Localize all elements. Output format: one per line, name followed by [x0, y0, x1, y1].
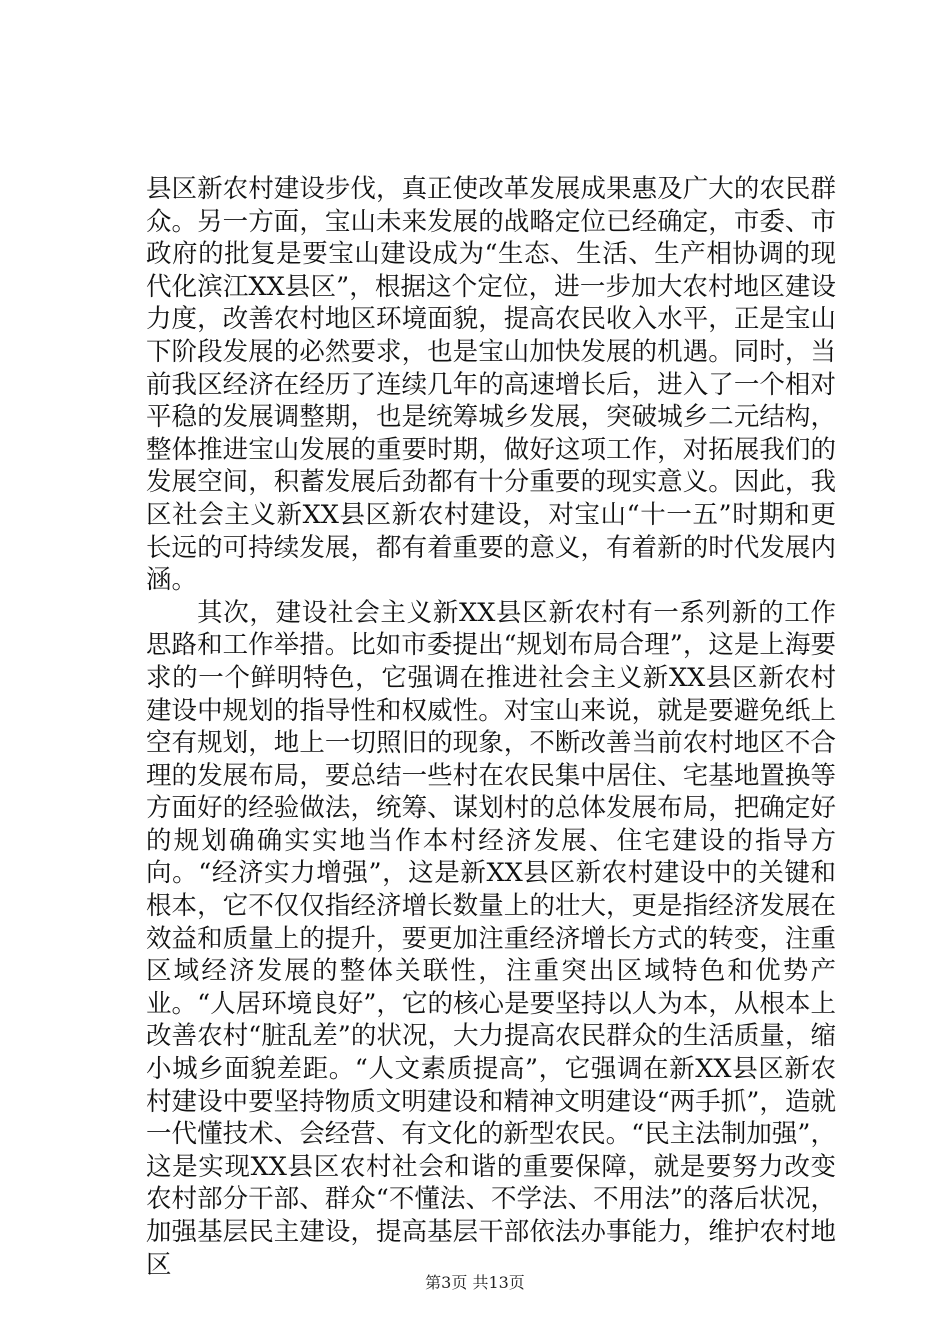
- document-body: [146, 173, 836, 1281]
- page-number-footer: 第3页 共13页: [425, 1273, 525, 1292]
- paragraph-continuation: 县区新农村建设步伐，真正使改革发展成果惠及广大的农民群众。另一方面，宝山未来发展的战略定位已经确定，市委、市政府的批复是要宝山建设成为“生态、生活、生产相协调的现代化滨江XX县区”，根据这个定位，进一步加大农村地区建设力度，改善农村地区环境面貌，提高农民收入水平，正是宝山下阶段发展的必然要求，也是宝山加快发展的机遇。同时，当前我区经济在经历了连续几年的高速增长后，进入了一个相对平稳的发展调整期，也是统筹城乡发展，突破城乡二元结构，整体推进宝山发展的重要时期，做好这项工作，对拓展我们的发展空间，积蓄发展后劲都有十分重要的现实意义。因此，我区社会主义新XX县区新农村建设，对宝山“十一五”时期和更长远的可持续发展，都有着重要的意义，有着新的时代发展内涵。: [146, 174, 836, 596]
- paragraph-second-point: 其次，建设社会主义新XX县区新农村有一系列新的工作思路和工作举措。比如市委提出“规划布局合理”，这是上海要求的一个鲜明特色，它强调在推进社会主义新XX县区新农村建设中规划的指导性和权威性。对宝山来说，就是要避免纸上空有规划，地上一切照旧的现象，不断改善当前农村地区不合理的发展布局，要总结一些村在农民集中居住、宅基地置换等方面好的经验做法，统筹、谋划村的总体发展布局，把确定好的规划确确实实地当作本村经济发展、住宅建设的指导方向。“经济实力增强”，这是新XX县区新农村建设中的关键和根本，它不仅仅指经济增长数量上的壮大，更是指经济发展在效益和质量上的提升，要更加注重经济增长方式的转变，注重区域经济发展的整体关联性，注重突出区域特色和优势产业。“人居环境良好”，它的核心是要坚持以人为本，从根本上改善农村“脏乱差”的状况，大力提高农民群众的生活质量，缩小城乡面貌差距。“人文素质提高”，它强调在新XX县区新农村建设中要坚持物质文明建设和精神文明建设“两手抓”，造就一代懂技术、会经营、有文化的新型农民。“民主法制加强”，这是实现XX县区农村社会和谐的重要保障，就是要努力改变农村部分干部、群众“不懂法、不学法、不用法”的落后状况，加强基层民主建设，提高基层干部依法办事能力，维护农村地区: [146, 597, 836, 1280]
